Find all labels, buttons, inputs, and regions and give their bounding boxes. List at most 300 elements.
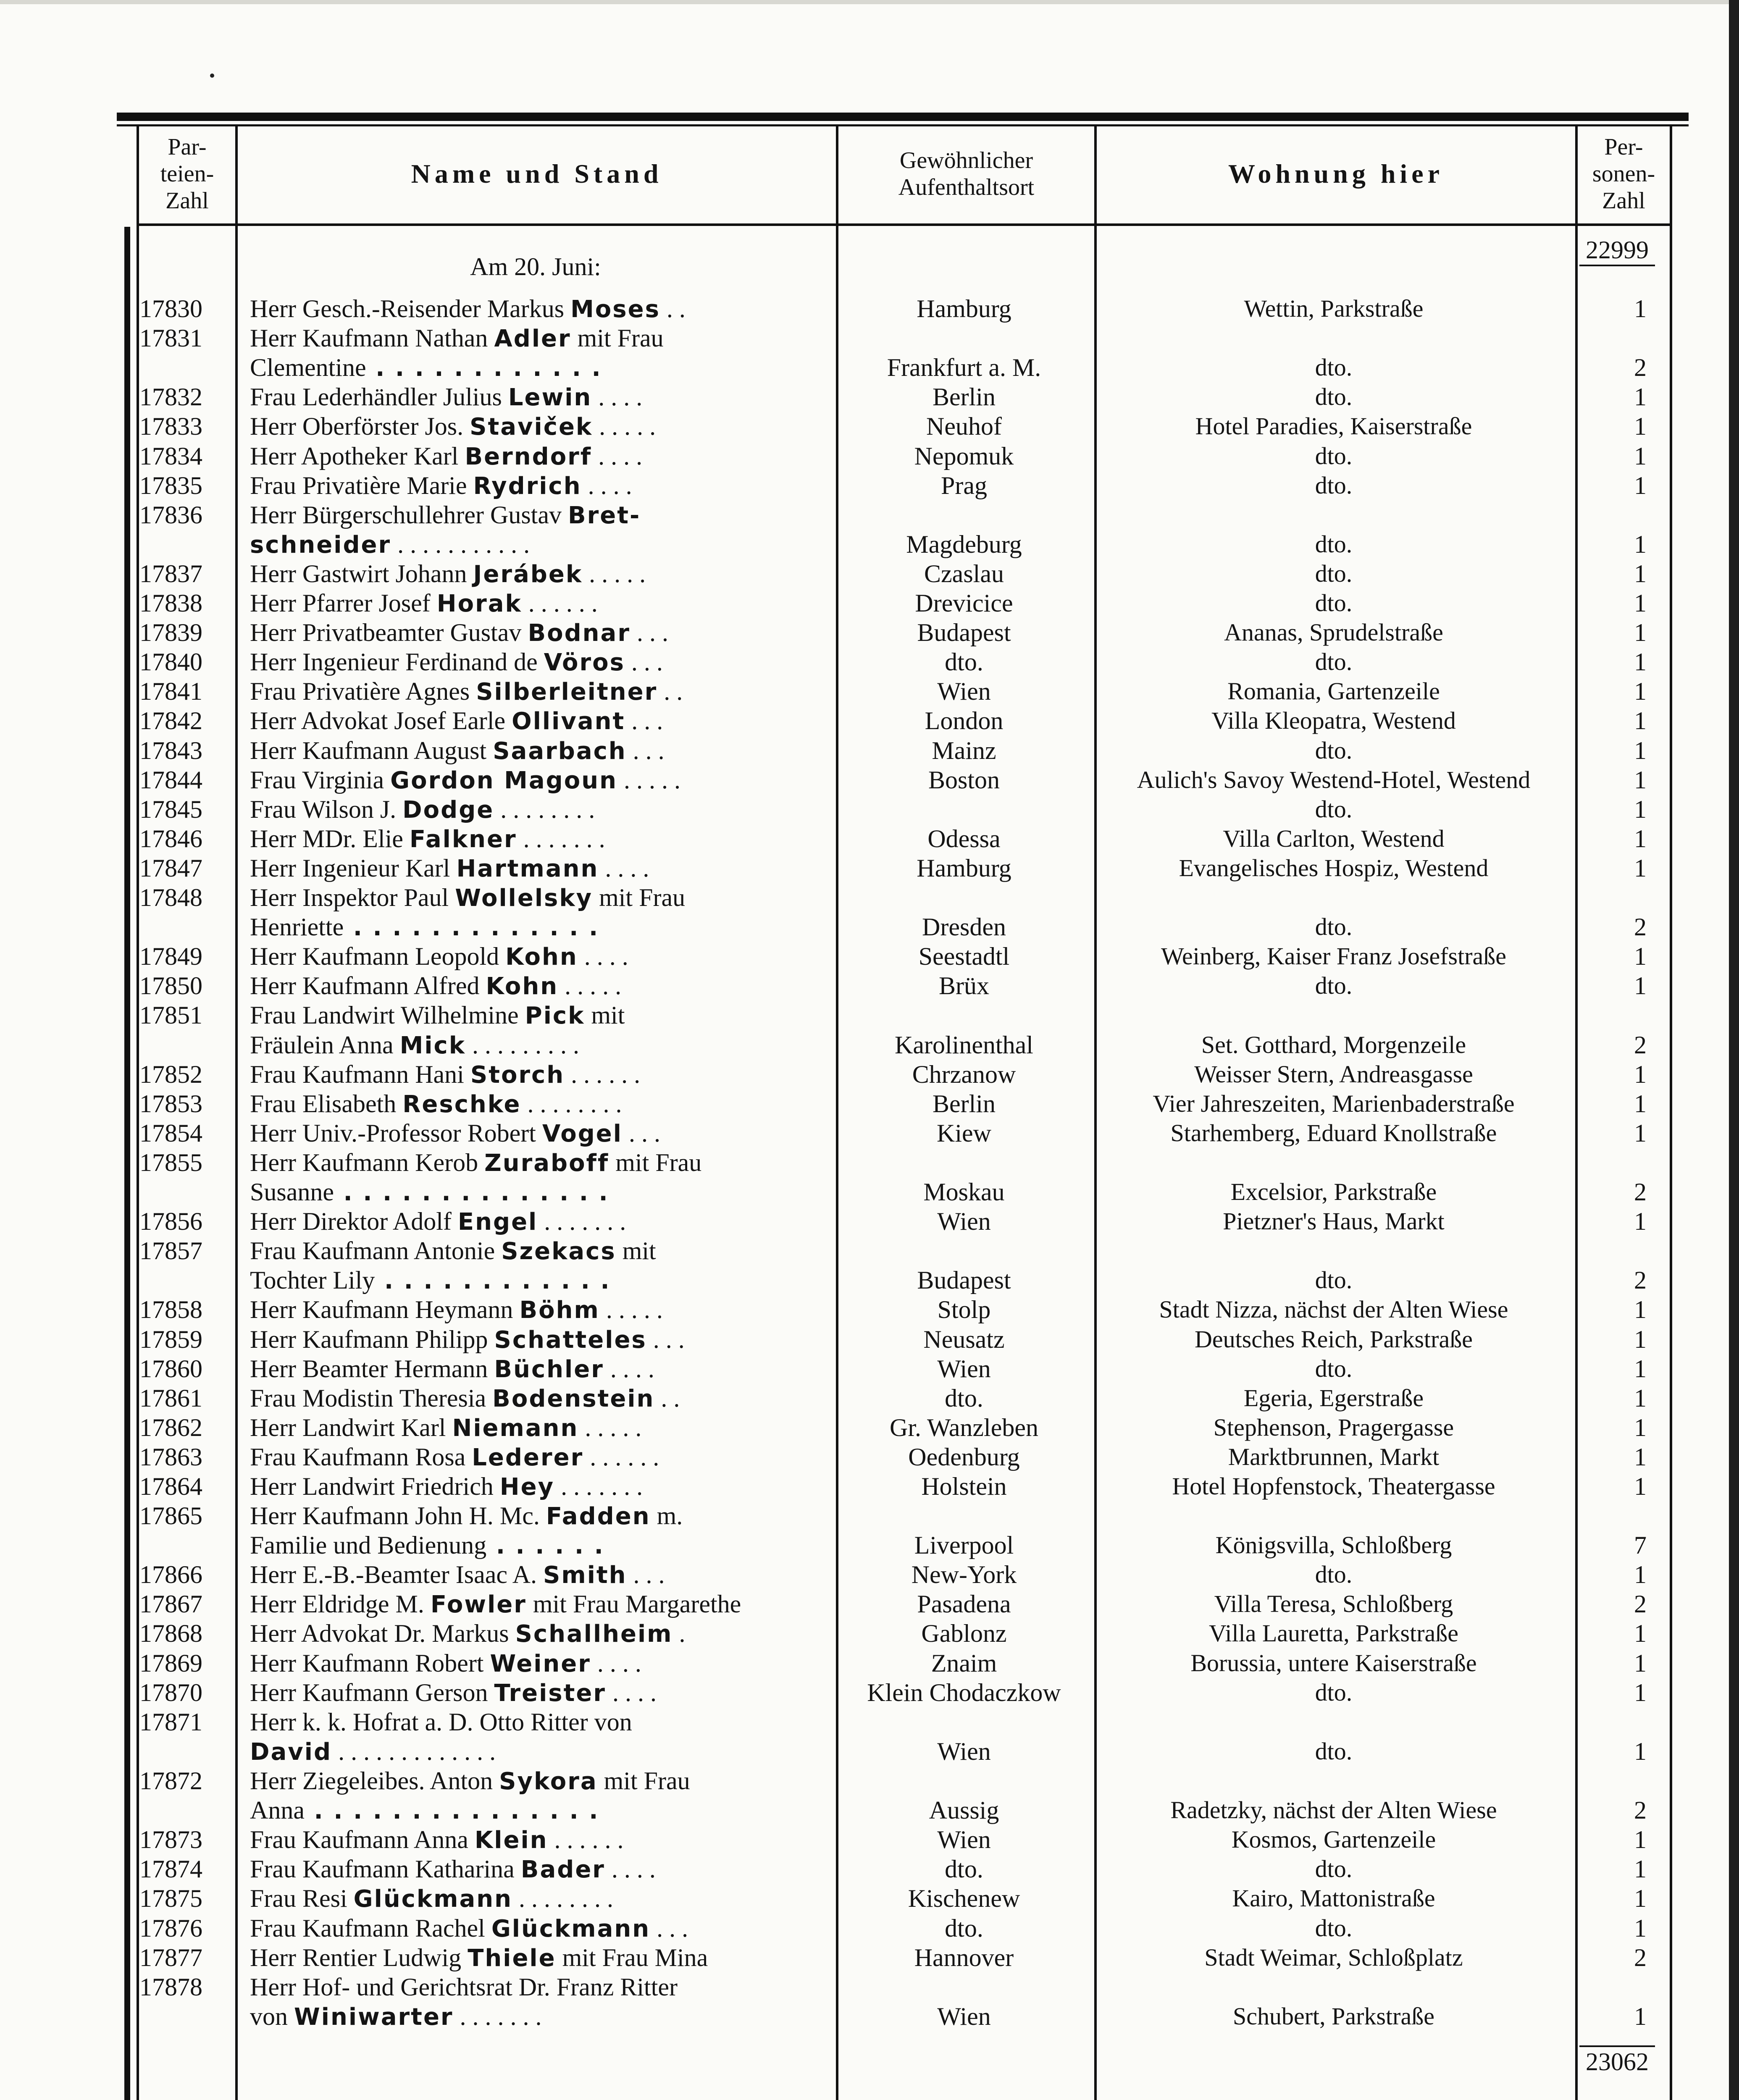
party-number: 17869	[139, 1649, 202, 1677]
name-suffix: . .	[654, 1384, 680, 1412]
name-and-rank	[250, 1825, 821, 1854]
name-text: Henriette	[250, 913, 344, 941]
name-suffix: . . . . .	[578, 1414, 642, 1441]
surname: Vogel	[542, 1120, 623, 1147]
name-and-rank	[250, 1207, 821, 1236]
local-address: dto.	[1315, 1738, 1353, 1765]
name-text: Herr Gesch.-Reisender Markus	[250, 295, 571, 323]
name-text: Herr Kaufmann Nathan	[250, 324, 494, 352]
name-text: Fräulein Anna	[250, 1031, 400, 1059]
name-suffix: mit Frau	[609, 1149, 702, 1176]
party-number: 17832	[139, 383, 202, 411]
name-suffix: . . . . .	[617, 766, 680, 794]
paper-speck	[210, 74, 214, 78]
name-text: Frau Privatière Agnes	[250, 677, 476, 705]
local-address: dto.	[1315, 442, 1353, 470]
usual-residence: Wien	[937, 1355, 991, 1383]
usual-residence: Chrzanow	[912, 1060, 1016, 1088]
surname: Horak	[436, 590, 522, 617]
name-and-rank	[250, 471, 821, 500]
party-number: 17834	[139, 442, 202, 470]
party-number: 17866	[139, 1561, 202, 1588]
local-address: Pietzner's Haus, Markt	[1223, 1208, 1445, 1235]
name-text: Herr k. k. Hofrat a. D. Otto Ritter von	[250, 1708, 632, 1736]
surname: Gordon Magoun	[390, 767, 617, 794]
surname: . . . . . . . . . . . . . . .	[304, 1797, 599, 1824]
name-suffix: mit Frau	[593, 884, 686, 911]
person-count: 2	[1634, 1178, 1647, 1206]
surname: Fadden	[546, 1503, 651, 1530]
local-address: dto.	[1315, 648, 1353, 675]
local-address: dto.	[1315, 1679, 1353, 1706]
person-count: 1	[1634, 1355, 1647, 1383]
surname: Storch	[470, 1061, 565, 1089]
surname: Reschke	[402, 1091, 521, 1118]
name-suffix: . . .	[626, 737, 665, 764]
usual-residence: dto.	[945, 648, 983, 676]
person-count: 2	[1634, 1590, 1647, 1618]
usual-residence: Holstein	[921, 1473, 1007, 1500]
usual-residence: Hannover	[914, 1944, 1014, 1971]
name-text: Frau Kaufmann Anna	[250, 1826, 475, 1853]
party-number: 17864	[139, 1473, 202, 1500]
person-count: 2	[1634, 1031, 1647, 1059]
person-count: 1	[1634, 1561, 1647, 1588]
local-address: Stephenson, Pragergasse	[1213, 1414, 1454, 1441]
local-address: Hotel Paradies, Kaiserstraße	[1195, 412, 1472, 440]
person-count: 1	[1634, 383, 1647, 411]
local-address: Radetzky, nächst der Alten Wiese	[1170, 1796, 1497, 1824]
name-and-rank	[250, 1472, 821, 1501]
party-number: 17862	[139, 1414, 202, 1441]
party-number: 17833	[139, 412, 202, 440]
column-line-1	[137, 124, 139, 2100]
usual-residence: Znaim	[931, 1649, 997, 1677]
name-text: Frau Landwirt Wilhelmine	[250, 1001, 525, 1029]
name-suffix: . . . . . . . .	[521, 1090, 622, 1118]
name-and-rank	[250, 1707, 821, 1737]
name-text: Herr Kaufmann August	[250, 737, 493, 764]
party-number: 17867	[139, 1590, 202, 1618]
header-address: Wohnung hier	[1228, 159, 1444, 189]
name-and-rank	[250, 1236, 821, 1265]
local-address: dto.	[1315, 737, 1353, 764]
name-text: Herr E.-B.-Beamter Isaac A.	[250, 1561, 544, 1588]
name-text: Herr Landwirt Karl	[250, 1414, 452, 1441]
carry-in-total: 22999	[1579, 235, 1655, 266]
usual-residence: Berlin	[933, 383, 996, 411]
name-text: Herr Rentier Ludwig	[250, 1944, 468, 1971]
name-suffix: . . . . . . . .	[494, 795, 595, 823]
surname: Ollivant	[512, 708, 625, 735]
name-text: Herr MDr. Elie	[250, 825, 410, 853]
binding-bar	[124, 227, 130, 2100]
person-count: 1	[1634, 825, 1647, 853]
usual-residence: Budapest	[917, 619, 1011, 646]
name-and-rank	[250, 1943, 821, 1972]
party-number: 17878	[139, 1973, 202, 2001]
name-and-rank	[250, 1530, 821, 1560]
person-count: 1	[1634, 412, 1647, 440]
party-number: 17873	[139, 1826, 202, 1853]
name-suffix: . . . .	[592, 442, 643, 470]
name-suffix: . . . . . .	[548, 1826, 624, 1853]
surname: . . . . . . . . . . . . .	[344, 914, 599, 941]
local-address: Romania, Gartenzeile	[1227, 677, 1440, 705]
name-suffix: . . .	[646, 1326, 685, 1353]
surname: David	[250, 1738, 332, 1766]
name-text: Herr Oberförster Jos.	[250, 412, 470, 440]
name-suffix: . . . .	[581, 472, 632, 499]
person-count: 7	[1634, 1531, 1647, 1559]
surname: Dodge	[402, 796, 494, 824]
party-number: 17871	[139, 1708, 202, 1736]
usual-residence: Hamburg	[917, 854, 1011, 882]
name-and-rank	[250, 765, 821, 795]
name-suffix: . . . . .	[599, 1296, 663, 1323]
usual-residence: Mainz	[932, 737, 996, 764]
usual-residence: Kiew	[937, 1119, 991, 1147]
name-text: Frau Elisabeth	[250, 1090, 403, 1118]
surname: Glückmann	[491, 1915, 651, 1942]
name-suffix: mit Frau Mina	[556, 1944, 708, 1971]
name-suffix: . . .	[627, 1561, 665, 1588]
person-count: 2	[1634, 354, 1647, 381]
local-address: dto.	[1315, 1914, 1353, 1942]
column-line-6	[1670, 124, 1672, 2100]
name-suffix: . . . .	[606, 1679, 657, 1706]
surname: Szekacs	[501, 1238, 616, 1265]
surname: Glückmann	[353, 1885, 512, 1913]
person-count: 1	[1634, 619, 1647, 646]
usual-residence: Kischenew	[908, 1885, 1020, 1912]
surname: Winiwarter	[294, 2003, 454, 2031]
name-and-rank	[250, 1972, 821, 2002]
usual-residence: dto.	[945, 1914, 983, 1942]
usual-residence: Hamburg	[917, 295, 1011, 323]
name-suffix: .	[672, 1620, 686, 1647]
party-number: 17848	[139, 884, 202, 911]
usual-residence: Gablonz	[921, 1620, 1007, 1647]
party-number: 17860	[139, 1355, 202, 1383]
page-edge-shadow	[1729, 0, 1739, 2100]
person-count: 1	[1634, 2003, 1647, 2030]
name-and-rank	[250, 883, 821, 912]
name-and-rank	[250, 1354, 821, 1383]
usual-residence: Budapest	[917, 1266, 1011, 1294]
local-address: Evangelisches Hospiz, Westend	[1179, 854, 1489, 882]
name-text: Herr Apotheker Karl	[250, 442, 465, 470]
name-and-rank	[250, 1265, 821, 1295]
surname: Staviček	[470, 413, 593, 441]
person-count: 1	[1634, 472, 1647, 499]
person-count: 1	[1634, 530, 1647, 558]
name-text: Frau Kaufmann Hani	[250, 1060, 470, 1088]
name-suffix: . . . . . . .	[453, 2003, 542, 2030]
surname: Pick	[525, 1002, 585, 1029]
surname: . . . . . . . . . . . .	[366, 354, 602, 382]
local-address: dto.	[1315, 1266, 1353, 1294]
name-suffix: . . . . . .	[522, 589, 598, 617]
local-address: Villa Carlton, Westend	[1223, 825, 1445, 852]
name-and-rank	[250, 441, 821, 471]
local-address: Stadt Nizza, nächst der Alten Wiese	[1159, 1296, 1508, 1323]
name-suffix: . . . . . . .	[538, 1208, 626, 1235]
party-number: 17859	[139, 1326, 202, 1353]
person-count: 1	[1634, 1384, 1647, 1412]
surname: Böhm	[519, 1297, 600, 1324]
local-address: dto.	[1315, 383, 1353, 410]
party-number: 17870	[139, 1679, 202, 1706]
party-number: 17874	[139, 1855, 202, 1883]
local-address: dto.	[1315, 530, 1353, 558]
name-suffix: . . .	[630, 619, 668, 646]
local-address: Kosmos, Gartenzeile	[1231, 1826, 1436, 1853]
name-text: Herr Eldridge M.	[250, 1590, 431, 1618]
surname: Silberleitner	[476, 678, 658, 706]
surname: Wollelsky	[455, 885, 593, 912]
name-and-rank	[250, 912, 821, 942]
party-number: 17836	[139, 501, 202, 529]
name-text: Herr Kaufmann Leopold	[250, 942, 506, 970]
party-number: 17850	[139, 972, 202, 1000]
surname: Kohn	[505, 943, 578, 971]
name-text: Herr Kaufmann Alfred	[250, 972, 486, 1000]
local-address: Weinberg, Kaiser Franz Josefstraße	[1161, 942, 1507, 970]
party-number: 17872	[139, 1767, 202, 1795]
person-count: 1	[1634, 1414, 1647, 1441]
usual-residence: Drevicice	[915, 589, 1013, 617]
local-address: Kairo, Mattonistraße	[1232, 1885, 1435, 1912]
name-text: Herr Kaufmann Philipp	[250, 1326, 494, 1353]
name-suffix: . . . . . . . . . . . . .	[332, 1738, 496, 1765]
surname: Zuraboff	[484, 1150, 609, 1177]
name-text: Herr Ingenieur Ferdinand de	[250, 648, 544, 676]
person-count: 1	[1634, 1826, 1647, 1853]
person-count: 1	[1634, 942, 1647, 970]
person-count: 2	[1634, 1944, 1647, 1971]
name-and-rank	[250, 736, 821, 765]
local-address: Schubert, Parkstraße	[1233, 2003, 1434, 2030]
name-suffix: . . . .	[578, 942, 628, 970]
surname: Smith	[543, 1562, 627, 1589]
party-number: 17853	[139, 1090, 202, 1118]
name-text: Frau Resi	[250, 1885, 354, 1912]
usual-residence: Pasadena	[917, 1590, 1011, 1618]
local-address: dto.	[1315, 913, 1353, 940]
surname: Schallheim	[515, 1620, 673, 1648]
name-suffix: . . . . . . . . . . .	[391, 530, 530, 558]
name-suffix: . . . .	[591, 1649, 641, 1677]
surname: schneider	[250, 531, 391, 559]
person-count: 1	[1634, 737, 1647, 764]
name-suffix: . . . . .	[593, 412, 656, 440]
name-text: Herr Kaufmann Heymann	[250, 1296, 520, 1323]
surname: Schatteles	[494, 1326, 647, 1354]
name-and-rank	[250, 559, 821, 588]
name-text: Herr Hof- und Gerichtsrat Dr. Franz Ritter	[250, 1973, 678, 2001]
person-count: 1	[1634, 1208, 1647, 1235]
name-and-rank	[250, 1118, 821, 1148]
name-text: Herr Kaufmann Gerson	[250, 1679, 494, 1706]
name-and-rank	[250, 1177, 821, 1207]
party-number: 17865	[139, 1502, 202, 1530]
local-address: Hotel Hopfenstock, Theatergasse	[1172, 1473, 1495, 1500]
surname: . . . . . . . . . . . . . .	[334, 1179, 609, 1206]
surname: Hey	[499, 1473, 555, 1501]
party-number: 17858	[139, 1296, 202, 1323]
name-text: Frau Kaufmann Antonie	[250, 1237, 502, 1265]
surname: Bodnar	[528, 620, 630, 647]
name-suffix: mit Frau	[597, 1767, 690, 1795]
name-text: Herr Privatbeamter Gustav	[250, 619, 528, 646]
name-text: Herr Kaufmann Kerob	[250, 1149, 485, 1176]
local-address: dto.	[1315, 560, 1353, 587]
name-and-rank	[250, 647, 821, 677]
column-line-5	[1575, 124, 1578, 2100]
name-and-rank	[250, 1089, 821, 1118]
party-number: 17830	[139, 295, 202, 323]
local-address: dto.	[1315, 354, 1353, 381]
surname: Hartmann	[456, 855, 599, 882]
name-suffix: . .	[657, 677, 683, 705]
person-count: 1	[1634, 1119, 1647, 1147]
name-and-rank	[250, 1589, 821, 1619]
person-count: 2	[1634, 1796, 1647, 1824]
usual-residence: Moskau	[923, 1178, 1005, 1206]
surname: Vöros	[544, 649, 625, 676]
surname: Lederer	[472, 1444, 584, 1471]
usual-residence: Dresden	[922, 913, 1006, 941]
local-address: Starhemberg, Eduard Knollstraße	[1170, 1119, 1497, 1147]
person-count: 1	[1634, 1649, 1647, 1677]
usual-residence: Nepomuk	[914, 442, 1014, 470]
party-number: 17838	[139, 589, 202, 617]
usual-residence: Odessa	[927, 825, 1001, 853]
party-number: 17831	[139, 324, 202, 352]
name-text: Herr Advokat Josef Earle	[250, 707, 512, 735]
name-and-rank	[250, 1000, 821, 1030]
name-text: Herr Advokat Dr. Markus	[250, 1620, 515, 1647]
person-count: 1	[1634, 1679, 1647, 1706]
party-number: 17856	[139, 1208, 202, 1235]
usual-residence: London	[925, 707, 1003, 735]
surname: . . . . . . . . . . . .	[375, 1267, 611, 1294]
party-number: 17857	[139, 1237, 202, 1265]
name-text: Frau Privatière Marie	[250, 472, 473, 499]
usual-residence: Wien	[937, 1208, 991, 1235]
name-and-rank	[250, 795, 821, 824]
surname: Treister	[494, 1680, 607, 1707]
usual-residence: Magdeburg	[906, 530, 1022, 558]
person-count: 1	[1634, 677, 1647, 705]
usual-residence: Klein Chodaczkow	[867, 1679, 1061, 1706]
name-and-rank	[250, 1766, 821, 1796]
name-suffix: . . . . .	[558, 972, 622, 1000]
name-and-rank	[250, 1914, 821, 1943]
name-text: Herr Kaufmann John H. Mc.	[250, 1502, 546, 1530]
local-address: dto.	[1315, 1855, 1353, 1882]
person-count: 1	[1634, 1326, 1647, 1353]
name-text: Herr Ingenieur Karl	[250, 854, 457, 882]
name-suffix: . . . .	[605, 1855, 656, 1883]
name-suffix: . . . . .	[583, 560, 646, 588]
usual-residence: Wien	[937, 1738, 991, 1765]
name-and-rank	[250, 942, 821, 971]
name-and-rank	[250, 382, 821, 412]
top-rule-thin	[117, 124, 1689, 126]
name-suffix: . . . .	[604, 1355, 654, 1383]
name-and-rank	[250, 706, 821, 735]
person-count: 1	[1634, 972, 1647, 1000]
party-number: 17839	[139, 619, 202, 646]
party-number: 17841	[139, 677, 202, 705]
name-text: Familie und Bedienung	[250, 1531, 487, 1559]
local-address: Wettin, Parkstraße	[1244, 295, 1424, 322]
usual-residence: Oedenburg	[908, 1443, 1020, 1471]
date-heading: Am 20. Juni:	[470, 253, 601, 281]
person-count: 1	[1634, 1296, 1647, 1323]
name-suffix: . . . . . . .	[554, 1473, 643, 1500]
name-suffix: mit	[585, 1001, 625, 1029]
usual-residence: Seestadtl	[918, 942, 1010, 970]
local-address: Marktbrunnen, Markt	[1228, 1443, 1440, 1470]
name-text: Herr Inspektor Paul	[250, 884, 455, 911]
name-and-rank	[250, 1295, 821, 1324]
party-number: 17877	[139, 1944, 202, 1971]
person-count: 1	[1634, 589, 1647, 617]
party-number: 17875	[139, 1885, 202, 1912]
party-number: 17835	[139, 472, 202, 499]
person-count: 1	[1634, 707, 1647, 735]
local-address: Königsvilla, Schloßberg	[1215, 1531, 1452, 1559]
name-text: Susanne	[250, 1178, 334, 1206]
person-count: 1	[1634, 1914, 1647, 1942]
header-name: Name und Stand	[411, 159, 663, 189]
person-count: 1	[1634, 560, 1647, 588]
name-text: Frau Lederhändler Julius	[250, 383, 508, 411]
surname: Jerábek	[473, 561, 583, 588]
name-text: Frau Kaufmann Rosa	[250, 1443, 472, 1471]
name-text: Herr Univ.-Professor Robert	[250, 1119, 542, 1147]
header-persons: Per- sonen- Zahl	[1592, 134, 1655, 214]
party-number: 17846	[139, 825, 202, 853]
name-text: Frau Kaufmann Rachel	[250, 1914, 491, 1942]
local-address: dto.	[1315, 1561, 1353, 1588]
name-and-rank	[250, 1413, 821, 1442]
person-count: 1	[1634, 442, 1647, 470]
local-address: dto.	[1315, 795, 1353, 823]
person-count: 1	[1634, 1738, 1647, 1765]
local-address: Aulich's Savoy Westend-Hotel, Westend	[1137, 766, 1531, 793]
person-count: 1	[1634, 1885, 1647, 1912]
name-text: Herr Direktor Adolf	[250, 1208, 458, 1235]
name-and-rank	[250, 1560, 821, 1589]
name-and-rank	[250, 1148, 821, 1177]
party-number: 17855	[139, 1149, 202, 1176]
name-text: Clementine	[250, 354, 366, 381]
usual-residence: dto.	[945, 1384, 983, 1412]
name-and-rank	[250, 1796, 821, 1825]
name-suffix: . . . . . . . .	[512, 1885, 613, 1912]
name-and-rank	[250, 1854, 821, 1884]
person-count: 2	[1634, 913, 1647, 941]
local-address: Egeria, Egerstraße	[1243, 1384, 1424, 1412]
name-suffix: m.	[650, 1502, 683, 1530]
surname: Bret-	[567, 502, 641, 529]
name-text: Herr Bürgerschullehrer Gustav	[250, 501, 568, 529]
party-number: 17854	[139, 1119, 202, 1147]
